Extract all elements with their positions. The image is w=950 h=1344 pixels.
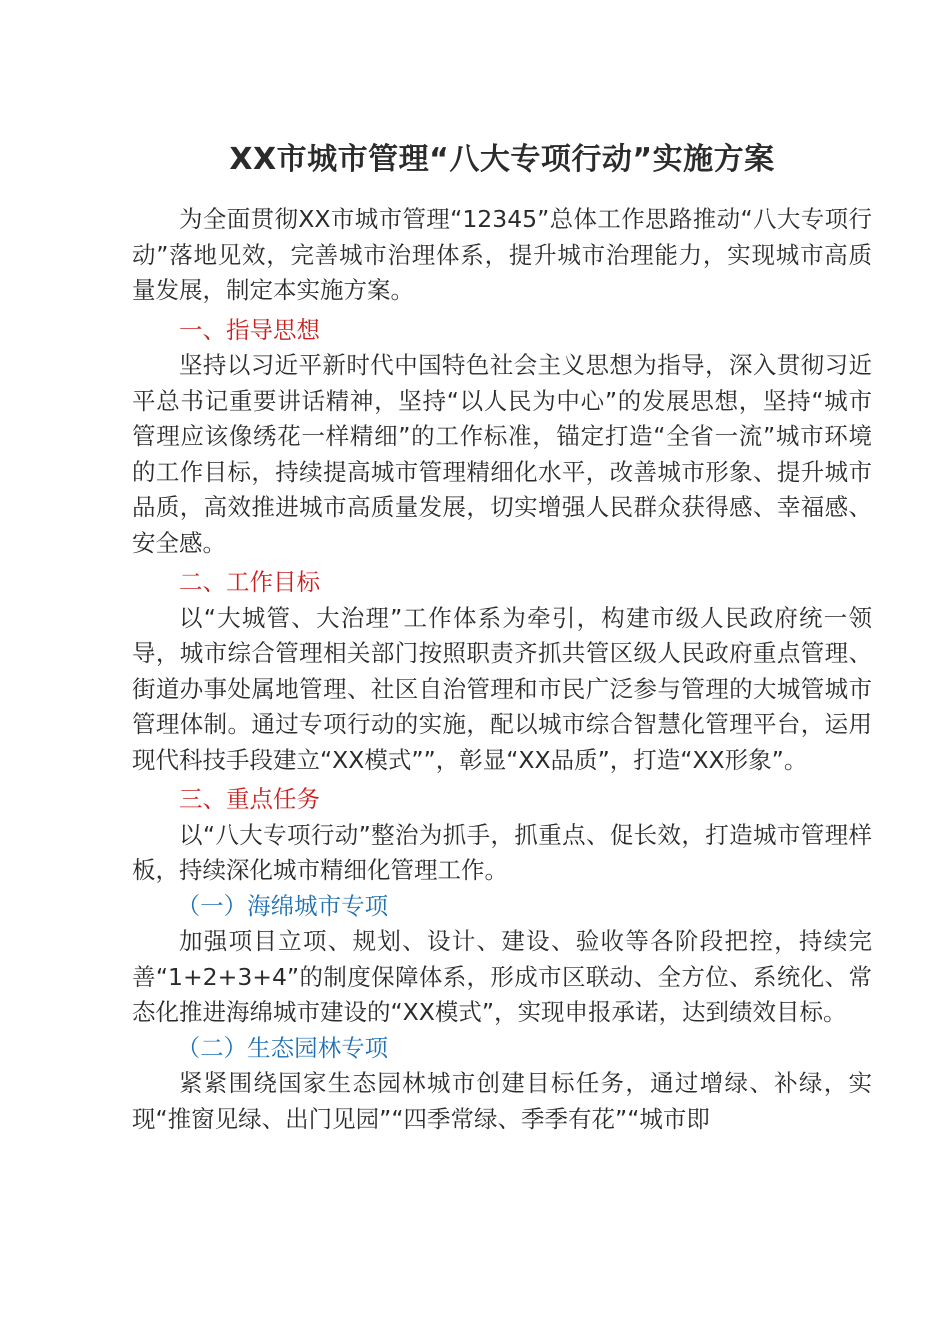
subsection-body-eco-garden: 紧紧围绕国家生态园林城市创建目标任务，通过增绿、补绿，实现“推窗见绿、出门见园”“四季常绿、季季有花”“城市即 [132,1069,872,1133]
document-page [132,138,872,1137]
document-title: XX市城市管理“八大专项行动”实施方案 [229,142,775,177]
section-heading-work-goals: 二、工作目标 [179,568,320,596]
subsection-body-sponge-city: 加强项目立项、规划、设计、建设、验收等各阶段把控，持续完善“1+2+3+4”的制度保障体系，形成市区联动、全方位、系统化、常态化推进海绵城市建设的“XX模式”，实现申报承诺，达到绩效目标。 [132,927,872,1026]
section-body-key-tasks: 以“八大专项行动”整治为抓手，抓重点、促长效，打造城市管理样板，持续深化城市精细化管理工作。 [132,820,872,884]
subsection-heading-eco-garden: （二）生态园林专项 [176,1033,389,1062]
section-body-guiding-ideology: 坚持以习近平新时代中国特色社会主义思想为指导，深入贯彻习近平总书记重要讲话精神，坚持“以人民为中心”的发展思想，坚持“城市管理应该像绣花一样精细”的工作标准，锚定打造“全省一流”城市环境的工作目标，持续提高城市管理精细化水平，改善城市形象、提升城市品质，高效推进城市高质量发展，切实增强人民群众获得感、幸福感、安全感。 [132,351,872,557]
intro-paragraph: 为全面贯彻XX市城市管理“12345”总体工作思路推动“八大专项行动”落地见效，完善城市治理体系，提升城市治理能力，实现城市高质量发展，制定本实施方案。 [132,205,872,304]
section-body-work-goals: 以“大城管、大治理”工作体系为牵引，构建市级人民政府统一领导，城市综合管理相关部门按照职责齐抓共管区级人民政府重点管理、街道办事处属地管理、社区自治管理和市民广泛参与管理的大城管城市管理体制。通过专项行动的实施，配以城市综合智慧化管理平台，运用现代科技手段建立“XX模式””，彰显“XX品质”，打造“XX形象”。 [132,603,872,774]
subsection-heading-sponge-city: （一）海绵城市专项 [176,891,389,920]
section-heading-key-tasks: 三、重点任务 [179,785,320,813]
section-heading-guiding-ideology: 一、指导思想 [179,315,320,344]
